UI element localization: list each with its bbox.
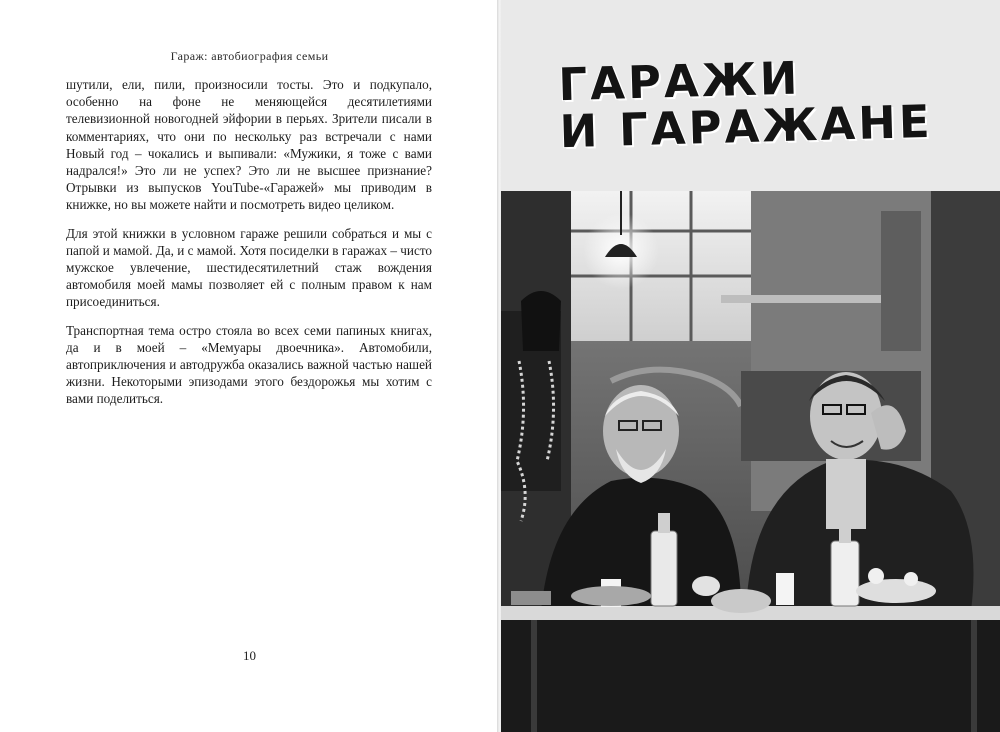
page-number: 10 [243,648,256,663]
left-page [0,0,499,732]
chapter-title-line-2: И ГАРАЖАНЕ [558,94,934,159]
paragraph-2: Для этой книжки в условном гараже решили собраться и мы с папой и мамой. Да, и с мамой. Хотя посиделки в гаражах – чисто мужское увлечение, шестидесятилетний стаж вождения автомобиля моей мамы позволяет ей с полным правом к нам присоединиться. [66,225,433,310]
chapter-title [557,51,934,159]
chapter-title-line-1: ГАРАЖИ [557,51,802,112]
garage-photo-icon [501,191,1000,732]
running-head: Гараж: автобиография семьи [170,49,329,63]
paragraph-1: шутили, ели, пили, произносили тосты. Это и подкупало, особенно на фоне не меняющейся десятилетиями телевизионной новогодней эйфории в перьях. Зрители писали в комментариях, что они по нескольку раз встречали с нами Новый год – чокались и выпивали: «Мужики, я тоже с вами надрался!» Это ли не успех? Это ли не высшее признание? Отрывки из выпусков YouTube-«Гаражей» мы приводим в книжке, но вы можете найти и посмотреть видео целиком. [66,77,432,213]
garage-photo [501,191,1000,732]
body-text [66,76,432,419]
right-page [501,0,1000,732]
paragraph-3: Транспортная тема остро стояла во всех семи папиных книгах, да и в моей – «Мемуары двоечника». Автомобили, автоприключения и автодружба оказались важной частью нашей жизни. Некоторыми эпизодами этого бездорожья мы хотим с вами поделиться. [66,322,432,407]
